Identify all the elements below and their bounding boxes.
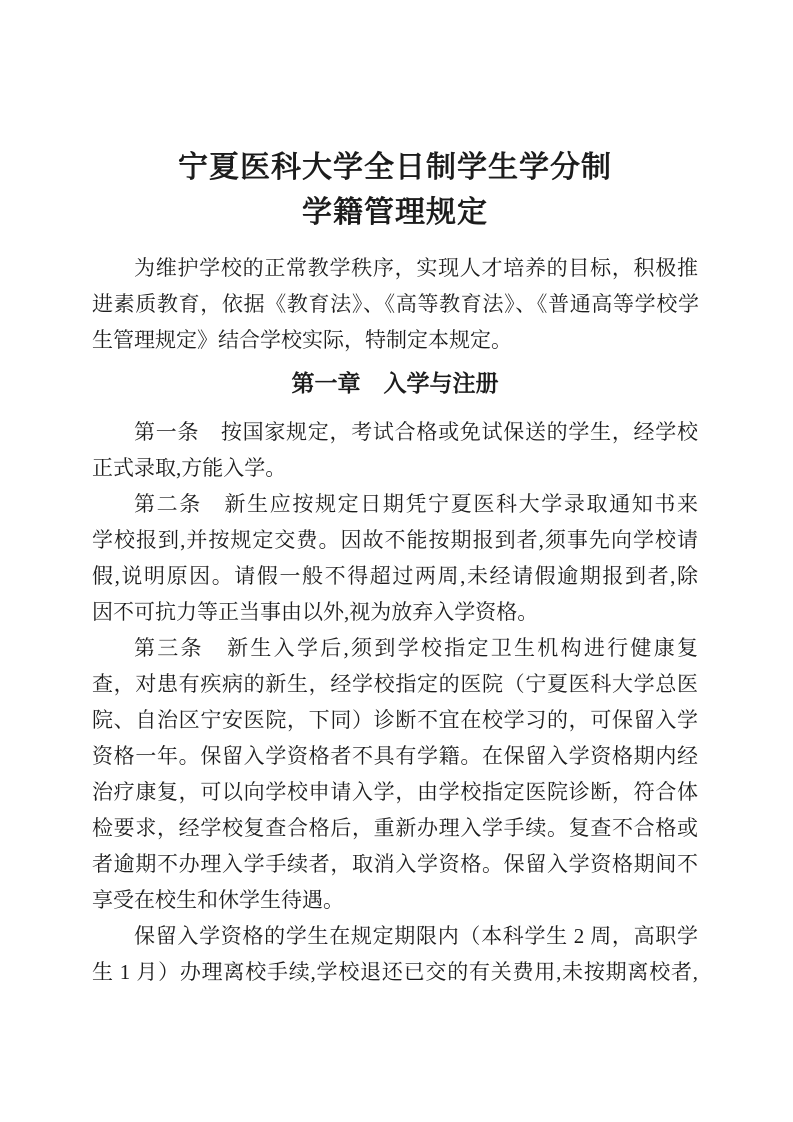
chapter-1-heading: 第一章 入学与注册 [291,370,499,396]
document-title [92,145,698,235]
paragraph-line: 生 1 月）办理离校手续,学校退还已交的有关费用,未按期离校者, [92,960,698,984]
paragraph-line: 假,说明原因。请假一般不得超过两周,未经请假逾期报到者,除 [92,564,698,588]
paragraph-line: 检要求，经学校复查合格后，重新办理入学手续。复查不合格或 [92,816,698,840]
paragraph-line: 因不可抗力等正当事由以外,视为放弃入学资格。 [92,600,539,624]
article-3-paragraph [92,630,698,918]
title-line-2: 学籍管理规定 [302,196,488,229]
article-1-paragraph [92,414,698,486]
paragraph-line: 资格一年。保留入学资格者不具有学籍。在保留入学资格期内经 [92,744,698,768]
paragraph-line: 治疗康复，可以向学校申请入学，由学校指定医院诊断，符合体 [92,780,698,804]
document-content [92,0,698,990]
paragraph-line: 为维护学校的正常教学秩序，实现人才培养的目标，积极推 [134,256,698,280]
article-2-paragraph [92,486,698,630]
title-line-1: 宁夏医科大学全日制学生学分制 [178,151,612,184]
document-body [92,250,698,990]
reserve-qualification-paragraph [92,918,698,990]
paragraph-line: 第三条 新生入学后,须到学校指定卫生机构进行健康复 [134,636,698,660]
paragraph-line: 生管理规定》结合学校实际，特制定本规定。 [92,328,512,352]
paragraph-line: 学校报到,并按规定交费。因故不能按期报到者,须事先向学校请 [92,528,698,552]
intro-paragraph [92,250,698,358]
paragraph-line: 正式录取,方能入学。 [92,456,287,480]
paragraph-line: 享受在校生和休学生待遇。 [92,888,344,912]
paragraph-line: 保留入学资格的学生在规定期限内（本科学生 2 周，高职学 [134,924,698,948]
paragraph-line: 第一条 按国家规定，考试合格或免试保送的学生，经学校 [134,420,698,444]
paragraph-line: 进素质教育，依据《教育法》、《高等教育法》、《普通高等学校学 [92,292,698,316]
paragraph-line: 院、自治区宁安医院，下同）诊断不宜在校学习的，可保留入学 [92,708,698,732]
paragraph-line: 者逾期不办理入学手续者，取消入学资格。保留入学资格期间不 [92,852,698,876]
paragraph-line: 第二条 新生应按规定日期凭宁夏医科大学录取通知书来 [134,492,698,516]
paragraph-line: 查，对患有疾病的新生，经学校指定的医院（宁夏医科大学总医 [92,672,698,696]
